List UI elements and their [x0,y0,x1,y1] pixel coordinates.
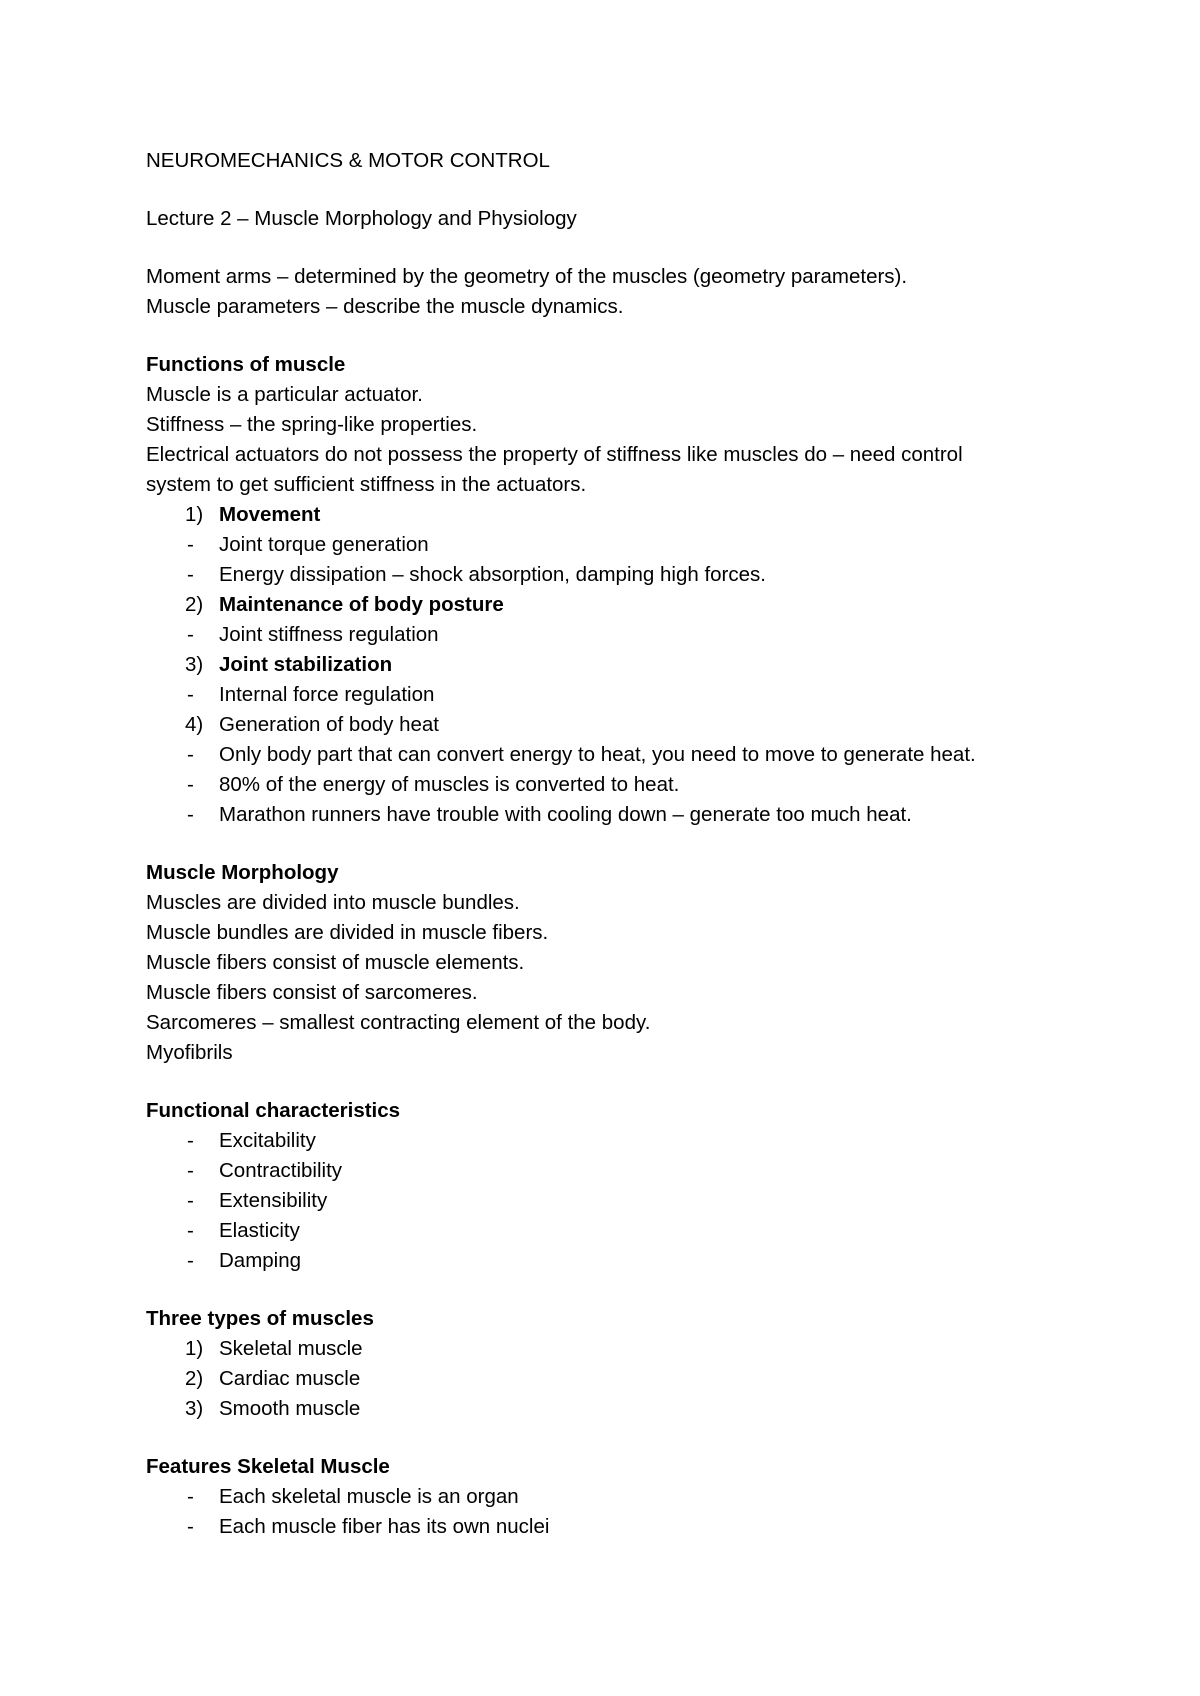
numbered-item-label: Maintenance of body posture [219,593,504,616]
bullet-text: Joint stiffness regulation [219,623,439,646]
bullet-item [146,560,1066,590]
paragraph-line: Muscle fibers consist of muscle elements. [146,951,525,974]
numbered-item [146,650,1066,680]
intro-line: Muscle parameters – describe the muscle dynamics. [146,295,624,318]
dash-marker: - [187,1189,194,1212]
numbered-item-label: Movement [219,503,321,526]
bullet-item [146,1216,1066,1246]
section-heading-skeletal: Features Skeletal Muscle [146,1455,390,1478]
numbered-item [146,500,1066,530]
bullet-item [146,620,1066,650]
bullet-item [146,530,1066,560]
paragraph-line: Muscles are divided into muscle bundles. [146,891,520,914]
document-page [146,146,1066,1542]
paragraph-line: Stiffness – the spring-like properties. [146,413,478,436]
dash-marker: - [187,683,194,706]
bullet-item [146,1186,1066,1216]
bullet-text: Internal force regulation [219,683,435,706]
dash-marker: - [187,1129,194,1152]
bullet-text: Damping [219,1249,302,1272]
numbered-item [146,710,1066,740]
section-heading-morphology: Muscle Morphology [146,861,339,884]
list-number: 2) [185,593,204,616]
paragraph-line: Sarcomeres – smallest contracting element of the body. [146,1011,651,1034]
numbered-item [146,1394,1066,1424]
paragraph-line: Electrical actuators do not possess the property of stiffness like muscles do – need control [146,443,963,466]
paragraph-line: Muscle is a particular actuator. [146,383,423,406]
dash-marker: - [187,623,194,646]
intro-line: Moment arms – determined by the geometry of the muscles (geometry parameters). [146,265,908,288]
bullet-text: Each skeletal muscle is an organ [219,1485,519,1508]
numbered-item-text: Skeletal muscle [219,1337,363,1360]
dash-marker: - [187,1515,194,1538]
bullet-text: Joint torque generation [219,533,429,556]
bullet-text: Excitability [219,1129,316,1152]
dash-marker: - [187,1249,194,1272]
list-number: 1) [185,1337,204,1360]
bullet-item [146,1126,1066,1156]
course-title: NEUROMECHANICS & MOTOR CONTROL [146,149,550,172]
paragraph-line: system to get sufficient stiffness in the actuators. [146,473,587,496]
bullet-item [146,770,1066,800]
numbered-item [146,1364,1066,1394]
section-heading-characteristics: Functional characteristics [146,1099,401,1122]
list-number: 4) [185,713,204,736]
list-number: 3) [185,653,204,676]
paragraph-line: Muscle fibers consist of sarcomeres. [146,981,478,1004]
list-number: 2) [185,1367,204,1390]
dash-marker: - [187,563,194,586]
numbered-item-text: Cardiac muscle [219,1367,361,1390]
bullet-text: Elasticity [219,1219,300,1242]
bullet-item [146,800,1066,830]
numbered-item-text: Smooth muscle [219,1397,361,1420]
bullet-text: Energy dissipation – shock absorption, damping high forces. [219,563,766,586]
bullet-item [146,1482,1066,1512]
dash-marker: - [187,1219,194,1242]
dash-marker: - [187,743,194,766]
numbered-item [146,590,1066,620]
numbered-item-label: Generation of body heat [219,713,439,736]
bullet-item [146,740,1066,770]
bullet-text: Extensibility [219,1189,328,1212]
bullet-text: Contractibility [219,1159,343,1182]
bullet-item [146,1156,1066,1186]
bullet-text: 80% of the energy of muscles is converted to heat. [219,773,680,796]
paragraph-line: Myofibrils [146,1041,233,1064]
dash-marker: - [187,773,194,796]
bullet-text: Only body part that can convert energy to heat, you need to move to generate heat. [219,743,976,766]
dash-marker: - [187,1159,194,1182]
bullet-item [146,680,1066,710]
paragraph-line: Muscle bundles are divided in muscle fibers. [146,921,549,944]
dash-marker: - [187,1485,194,1508]
numbered-item [146,1334,1066,1364]
dash-marker: - [187,533,194,556]
section-heading-functions: Functions of muscle [146,353,346,376]
numbered-item-label: Joint stabilization [219,653,393,676]
bullet-text: Marathon runners have trouble with cooling down – generate too much heat. [219,803,912,826]
list-number: 1) [185,503,204,526]
lecture-title: Lecture 2 – Muscle Morphology and Physiology [146,207,577,230]
bullet-item [146,1246,1066,1276]
section-heading-types: Three types of muscles [146,1307,374,1330]
bullet-item [146,1512,1066,1542]
bullet-text: Each muscle fiber has its own nuclei [219,1515,550,1538]
dash-marker: - [187,803,194,826]
list-number: 3) [185,1397,204,1420]
